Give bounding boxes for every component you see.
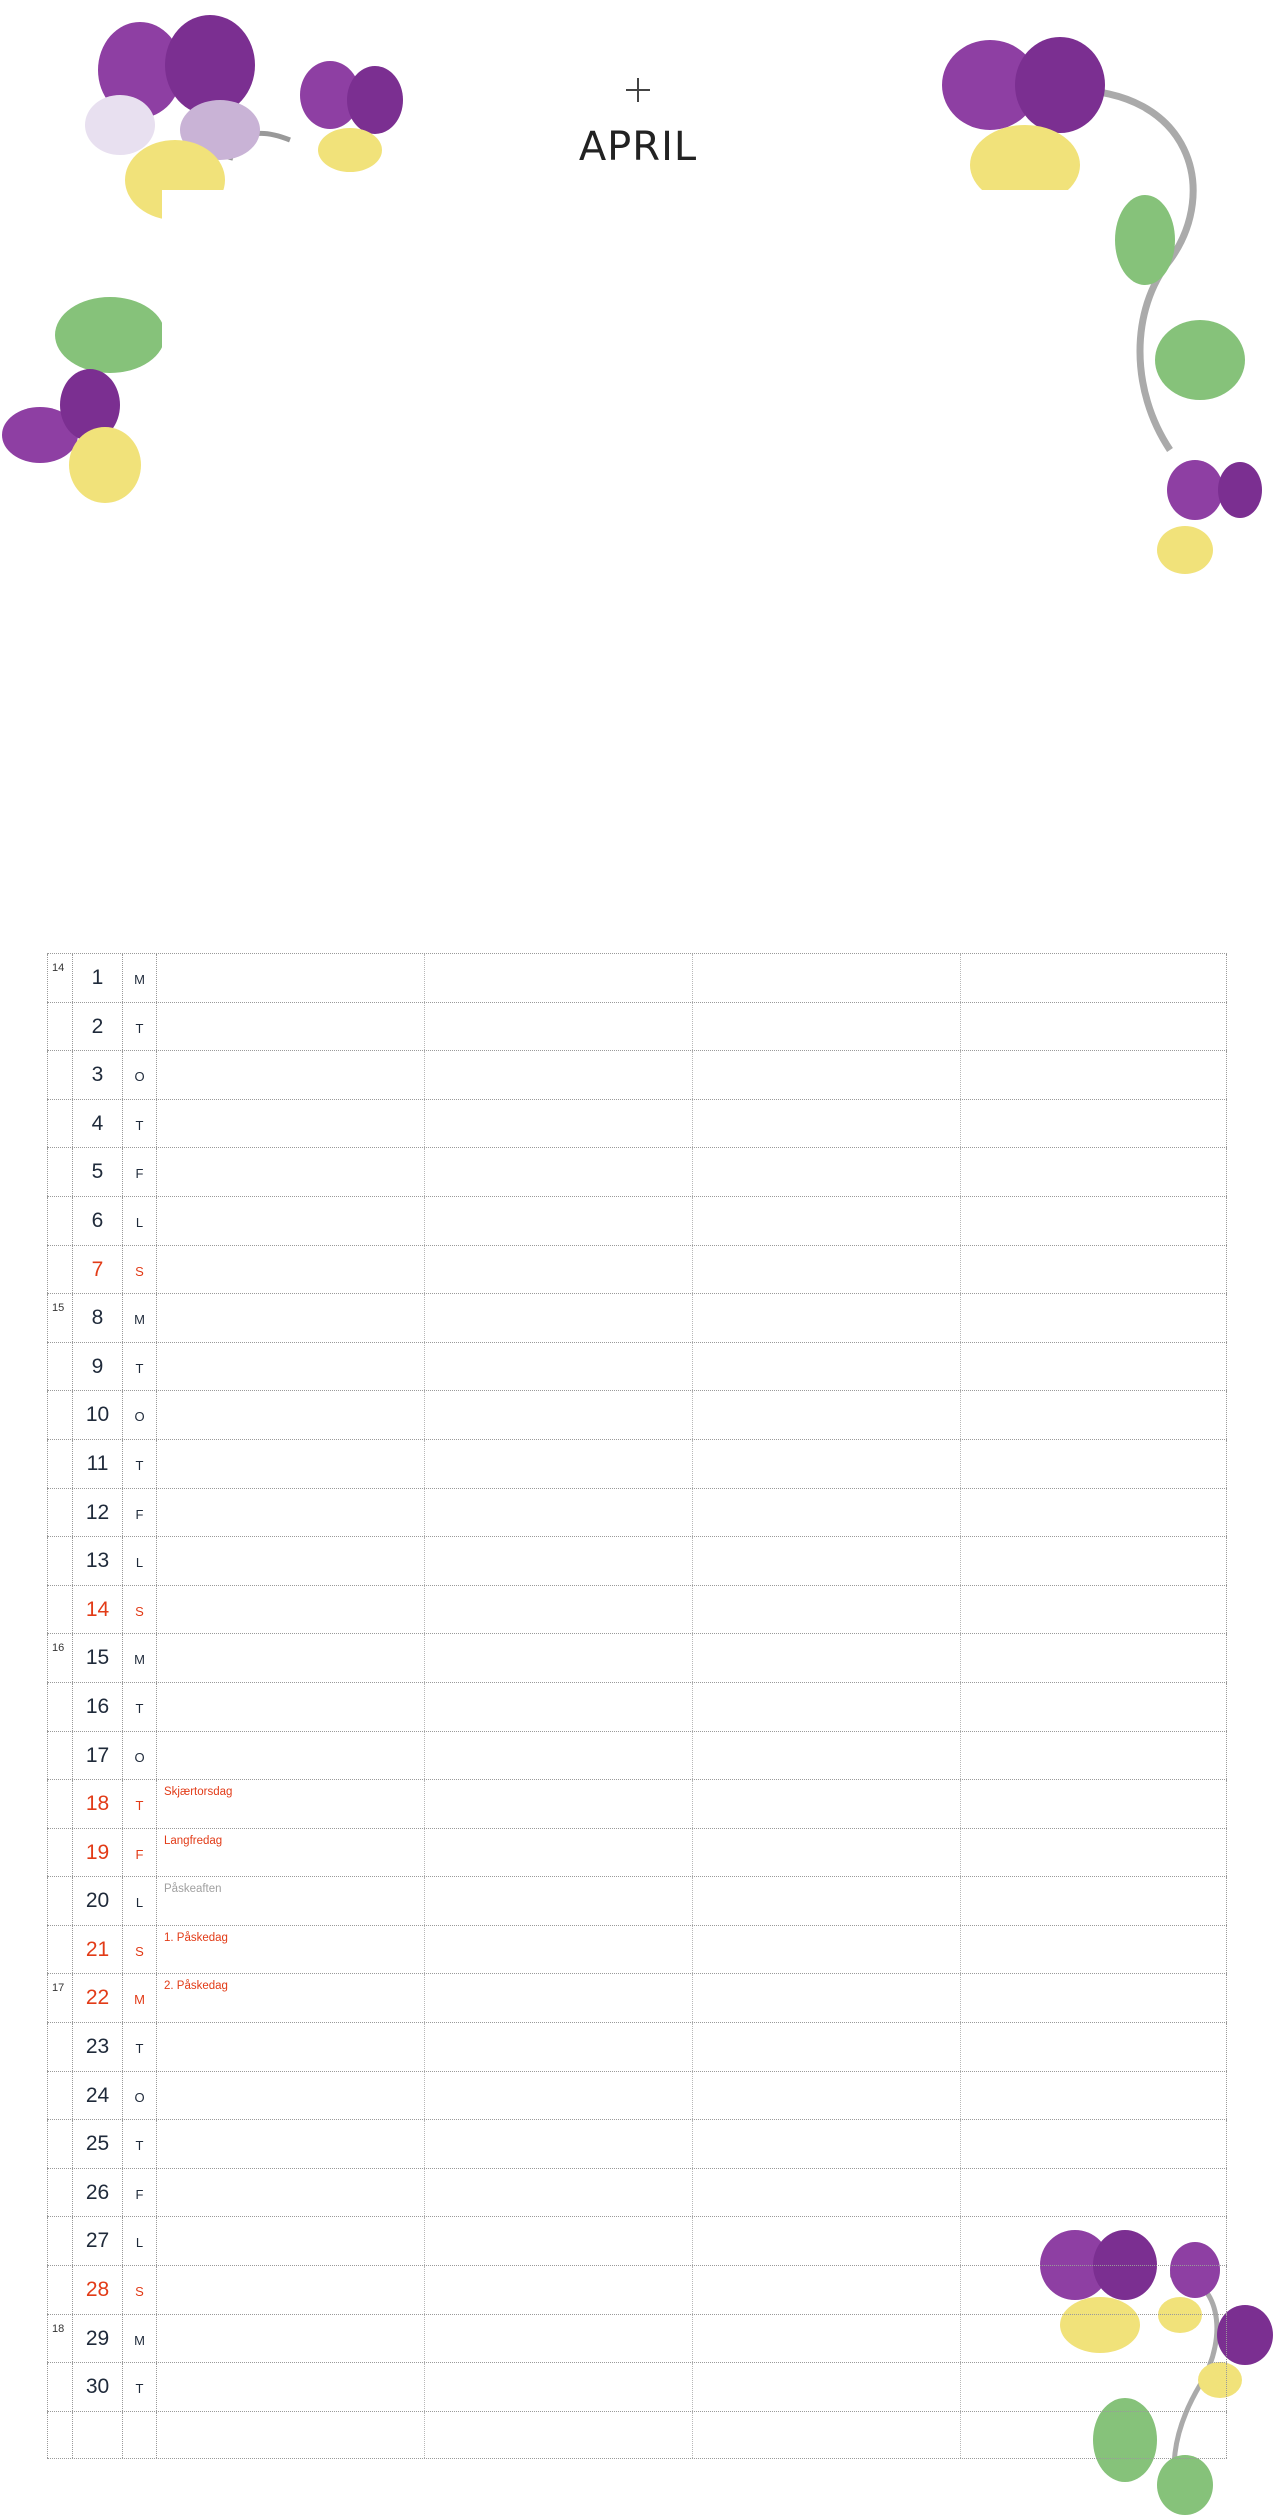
entry-cell-1 <box>157 1391 425 1439</box>
entry-cell-3 <box>693 1926 961 1974</box>
entry-cell-4 <box>961 1974 1227 2022</box>
weekday-letter: S <box>123 1246 157 1294</box>
entry-cell-1 <box>157 2120 425 2168</box>
week-number: 18 <box>52 2322 65 2335</box>
entry-cell-4 <box>961 1051 1227 1099</box>
entry-cell-3 <box>693 1051 961 1099</box>
weekday-letter: O <box>123 1391 157 1439</box>
week-number-cell <box>47 2315 73 2363</box>
entry-cell-1 <box>157 1537 425 1585</box>
entry-cell-1 <box>157 1926 425 1974</box>
entry-cell-2 <box>425 1732 693 1780</box>
weekday-letter: F <box>123 1489 157 1537</box>
entry-cell-4 <box>961 2412 1227 2459</box>
entry-cell-4 <box>961 2023 1227 2071</box>
entry-cell-1 <box>157 2169 425 2217</box>
entry-cell-2 <box>425 2315 693 2363</box>
week-number-cell <box>47 1586 73 1634</box>
plus-icon <box>626 78 650 102</box>
entry-cell-4 <box>961 2217 1227 2265</box>
weekday-letter: S <box>123 1926 157 1974</box>
day-row <box>47 1488 1227 1537</box>
entry-cell-3 <box>693 1148 961 1196</box>
day-number: 16 <box>73 1683 123 1731</box>
entry-cell-4 <box>961 1683 1227 1731</box>
entry-cell-4 <box>961 1780 1227 1828</box>
entry-cell-2 <box>425 1683 693 1731</box>
entry-cell-1 <box>157 2072 425 2120</box>
entry-cell-2 <box>425 1489 693 1537</box>
weekday-letter: T <box>123 1683 157 1731</box>
entry-cell-1 <box>157 1974 425 2022</box>
entry-cell-2 <box>425 2072 693 2120</box>
day-row <box>47 2216 1227 2265</box>
day-row <box>47 1682 1227 1731</box>
weekday-letter: T <box>123 1343 157 1391</box>
entry-cell-3 <box>693 2266 961 2314</box>
week-number-cell <box>47 2023 73 2071</box>
entry-cell-2 <box>425 1294 693 1342</box>
week-number-cell <box>47 1829 73 1877</box>
entry-cell-2 <box>425 1634 693 1682</box>
weekday-letter: O <box>123 2072 157 2120</box>
entry-cell-4 <box>961 1100 1227 1148</box>
weekday-letter: T <box>123 1440 157 1488</box>
entry-cell-2 <box>425 1974 693 2022</box>
entry-cell-3 <box>693 1780 961 1828</box>
entry-cell-3 <box>693 1343 961 1391</box>
week-number-cell <box>47 1489 73 1537</box>
week-number-cell <box>47 954 73 1002</box>
entry-cell-1 <box>157 2363 425 2411</box>
day-number: 3 <box>73 1051 123 1099</box>
weekday-letter: F <box>123 2169 157 2217</box>
day-number: 11 <box>73 1440 123 1488</box>
entry-cell-3 <box>693 1391 961 1439</box>
weekday-letter: O <box>123 1051 157 1099</box>
entry-cell-3 <box>693 1197 961 1245</box>
week-number-cell <box>47 1780 73 1828</box>
entry-cell-3 <box>693 1634 961 1682</box>
weekday-letter: M <box>123 954 157 1002</box>
day-number: 19 <box>73 1829 123 1877</box>
weekday-letter: S <box>123 2266 157 2314</box>
entry-cell-4 <box>961 1148 1227 1196</box>
weekday-letter <box>123 2412 157 2459</box>
entry-cell-4 <box>961 1294 1227 1342</box>
day-number: 24 <box>73 2072 123 2120</box>
entry-cell-4 <box>961 1537 1227 1585</box>
day-row <box>47 953 1227 1002</box>
week-number-cell <box>47 2120 73 2168</box>
entry-cell-4 <box>961 954 1227 1002</box>
entry-cell-4 <box>961 1197 1227 1245</box>
day-row <box>47 2119 1227 2168</box>
entry-cell-2 <box>425 1440 693 1488</box>
entry-cell-4 <box>961 2363 1227 2411</box>
weekday-letter: L <box>123 1877 157 1925</box>
day-row <box>47 1293 1227 1342</box>
weekday-letter: T <box>123 2363 157 2411</box>
entry-cell-4 <box>961 2266 1227 2314</box>
entry-cell-3 <box>693 2363 961 2411</box>
entry-cell-3 <box>693 1294 961 1342</box>
entry-cell-1 <box>157 2217 425 2265</box>
entry-cell-3 <box>693 954 961 1002</box>
week-number: 17 <box>52 1982 65 1995</box>
day-row <box>47 2362 1227 2411</box>
entry-cell-1 <box>157 1051 425 1099</box>
entry-cell-1 <box>157 1780 425 1828</box>
entry-cell-1 <box>157 1197 425 1245</box>
entry-cell-3 <box>693 1246 961 1294</box>
entry-cell-4 <box>961 2315 1227 2363</box>
entry-cell-1 <box>157 954 425 1002</box>
day-number <box>73 2412 123 2459</box>
day-number: 12 <box>73 1489 123 1537</box>
day-number: 28 <box>73 2266 123 2314</box>
day-row <box>47 1196 1227 1245</box>
week-number-cell <box>47 1246 73 1294</box>
day-row <box>47 1147 1227 1196</box>
entry-cell-1 <box>157 1489 425 1537</box>
day-number: 4 <box>73 1100 123 1148</box>
entry-cell-3 <box>693 2315 961 2363</box>
day-row <box>47 2168 1227 2217</box>
entry-cell-3 <box>693 1100 961 1148</box>
entry-cell-1 <box>157 1732 425 1780</box>
day-number: 26 <box>73 2169 123 2217</box>
entry-cell-3 <box>693 1683 961 1731</box>
entry-cell-2 <box>425 1926 693 1974</box>
week-number-cell <box>47 2412 73 2459</box>
week-number-cell <box>47 1877 73 1925</box>
day-number: 18 <box>73 1780 123 1828</box>
entry-cell-4 <box>961 1003 1227 1051</box>
day-number: 7 <box>73 1246 123 1294</box>
entry-cell-2 <box>425 1003 693 1051</box>
week-number-cell <box>47 1732 73 1780</box>
day-number: 2 <box>73 1003 123 1051</box>
day-row <box>47 2071 1227 2120</box>
entry-cell-3 <box>693 1829 961 1877</box>
week-number-cell <box>47 1148 73 1196</box>
holiday-note: 1. Påskedag <box>164 1931 228 1944</box>
day-number: 6 <box>73 1197 123 1245</box>
week-number-cell <box>47 1100 73 1148</box>
weekday-letter: L <box>123 2217 157 2265</box>
entry-cell-2 <box>425 1829 693 1877</box>
weekday-letter: T <box>123 1780 157 1828</box>
day-number: 29 <box>73 2315 123 2363</box>
entry-cell-3 <box>693 1440 961 1488</box>
day-row <box>47 1050 1227 1099</box>
entry-cell-4 <box>961 2072 1227 2120</box>
entry-cell-3 <box>693 2120 961 2168</box>
entry-cell-3 <box>693 1877 961 1925</box>
entry-cell-1 <box>157 1343 425 1391</box>
entry-cell-4 <box>961 1634 1227 1682</box>
weekday-letter: T <box>123 1003 157 1051</box>
entry-cell-2 <box>425 2266 693 2314</box>
week-number-cell <box>47 2217 73 2265</box>
weekday-letter: S <box>123 1586 157 1634</box>
entry-cell-3 <box>693 2072 961 2120</box>
day-row <box>47 1342 1227 1391</box>
entry-cell-4 <box>961 2120 1227 2168</box>
day-number: 21 <box>73 1926 123 1974</box>
day-row <box>47 2411 1227 2460</box>
day-row <box>47 1633 1227 1682</box>
entry-cell-2 <box>425 1197 693 1245</box>
week-number-cell <box>47 2169 73 2217</box>
day-row <box>47 1439 1227 1488</box>
weekday-letter: O <box>123 1732 157 1780</box>
entry-cell-1 <box>157 2023 425 2071</box>
week-number-cell <box>47 1974 73 2022</box>
entry-cell-1 <box>157 1586 425 1634</box>
day-row <box>47 2022 1227 2071</box>
week-number: 16 <box>52 1642 65 1655</box>
week-number-cell <box>47 1926 73 1974</box>
entry-cell-1 <box>157 2266 425 2314</box>
entry-cell-4 <box>961 1829 1227 1877</box>
day-row <box>47 1002 1227 1051</box>
entry-cell-3 <box>693 1003 961 1051</box>
entry-cell-2 <box>425 1100 693 1148</box>
day-row <box>47 2265 1227 2314</box>
week-number-cell <box>47 1051 73 1099</box>
entry-cell-2 <box>425 2120 693 2168</box>
entry-cell-2 <box>425 1780 693 1828</box>
entry-cell-3 <box>693 2217 961 2265</box>
day-row <box>47 1245 1227 1294</box>
entry-cell-3 <box>693 2023 961 2071</box>
entry-cell-2 <box>425 1586 693 1634</box>
week-number-cell <box>47 1537 73 1585</box>
calendar-grid <box>47 953 1227 2459</box>
entry-cell-1 <box>157 1148 425 1196</box>
day-row <box>47 1390 1227 1439</box>
weekday-letter: F <box>123 1148 157 1196</box>
day-number: 13 <box>73 1537 123 1585</box>
day-row <box>47 1099 1227 1148</box>
day-row <box>47 1973 1227 2022</box>
weekday-letter: M <box>123 1974 157 2022</box>
day-row <box>47 1828 1227 1877</box>
entry-cell-1 <box>157 1829 425 1877</box>
holiday-note: Påskeaften <box>164 1883 222 1896</box>
entry-cell-2 <box>425 1343 693 1391</box>
entry-cell-1 <box>157 1440 425 1488</box>
entry-cell-3 <box>693 1586 961 1634</box>
week-number-cell <box>47 1634 73 1682</box>
entry-cell-2 <box>425 1246 693 1294</box>
holiday-note: Skjærtorsdag <box>164 1786 233 1799</box>
week-number: 15 <box>52 1302 65 1315</box>
entry-cell-2 <box>425 2363 693 2411</box>
entry-cell-2 <box>425 2023 693 2071</box>
entry-cell-2 <box>425 2217 693 2265</box>
entry-cell-4 <box>961 1489 1227 1537</box>
entry-cell-2 <box>425 1148 693 1196</box>
entry-cell-4 <box>961 1440 1227 1488</box>
entry-cell-1 <box>157 2412 425 2459</box>
day-number: 15 <box>73 1634 123 1682</box>
entry-cell-3 <box>693 1732 961 1780</box>
day-number: 5 <box>73 1148 123 1196</box>
week-number-cell <box>47 1197 73 1245</box>
weekday-letter: M <box>123 2315 157 2363</box>
entry-cell-4 <box>961 1586 1227 1634</box>
day-row <box>47 1779 1227 1828</box>
entry-cell-4 <box>961 2169 1227 2217</box>
weekday-letter: F <box>123 1829 157 1877</box>
day-number: 9 <box>73 1343 123 1391</box>
entry-cell-2 <box>425 1051 693 1099</box>
week-number-cell <box>47 2072 73 2120</box>
week-number-cell <box>47 1683 73 1731</box>
week-number-cell <box>47 1294 73 1342</box>
weekday-letter: M <box>123 1294 157 1342</box>
entry-cell-4 <box>961 1391 1227 1439</box>
day-row <box>47 2314 1227 2363</box>
week-number-cell <box>47 1391 73 1439</box>
entry-cell-4 <box>961 1877 1227 1925</box>
entry-cell-4 <box>961 1343 1227 1391</box>
week-number-cell <box>47 1440 73 1488</box>
week-number: 14 <box>52 962 65 974</box>
entry-cell-1 <box>157 1246 425 1294</box>
day-number: 8 <box>73 1294 123 1342</box>
week-number-cell <box>47 2363 73 2411</box>
entry-cell-4 <box>961 1246 1227 1294</box>
month-title: APRIL <box>578 124 698 170</box>
weekday-letter: L <box>123 1537 157 1585</box>
day-row <box>47 1925 1227 1974</box>
day-number: 20 <box>73 1877 123 1925</box>
weekday-letter: L <box>123 1197 157 1245</box>
entry-cell-4 <box>961 1732 1227 1780</box>
weekday-letter: M <box>123 1634 157 1682</box>
entry-cell-2 <box>425 954 693 1002</box>
entry-cell-1 <box>157 1877 425 1925</box>
day-number: 14 <box>73 1586 123 1634</box>
day-number: 30 <box>73 2363 123 2411</box>
day-number: 22 <box>73 1974 123 2022</box>
entry-cell-4 <box>961 1926 1227 1974</box>
day-number: 10 <box>73 1391 123 1439</box>
day-row <box>47 1585 1227 1634</box>
weekday-letter: T <box>123 2023 157 2071</box>
day-number: 25 <box>73 2120 123 2168</box>
day-number: 17 <box>73 1732 123 1780</box>
week-number-cell <box>47 2266 73 2314</box>
entry-cell-2 <box>425 1391 693 1439</box>
entry-cell-1 <box>157 1634 425 1682</box>
pansy-flower-left <box>0 290 170 510</box>
entry-cell-3 <box>693 1537 961 1585</box>
entry-cell-1 <box>157 1003 425 1051</box>
entry-cell-1 <box>157 2315 425 2363</box>
entry-cell-1 <box>157 1683 425 1731</box>
day-row <box>47 1536 1227 1585</box>
entry-cell-2 <box>425 2169 693 2217</box>
entry-cell-2 <box>425 2412 693 2459</box>
week-number-cell <box>47 1003 73 1051</box>
entry-cell-3 <box>693 1489 961 1537</box>
entry-cell-2 <box>425 1537 693 1585</box>
entry-cell-3 <box>693 1974 961 2022</box>
week-number-cell <box>47 1343 73 1391</box>
entry-cell-3 <box>693 2169 961 2217</box>
entry-cell-1 <box>157 1294 425 1342</box>
entry-cell-3 <box>693 2412 961 2459</box>
day-number: 23 <box>73 2023 123 2071</box>
day-row <box>47 1876 1227 1925</box>
entry-cell-2 <box>425 1877 693 1925</box>
weekday-letter: T <box>123 1100 157 1148</box>
weekday-letter: T <box>123 2120 157 2168</box>
holiday-note: 2. Påskedag <box>164 1980 228 1993</box>
holiday-note: Langfredag <box>164 1834 223 1847</box>
day-row <box>47 1731 1227 1780</box>
day-number: 27 <box>73 2217 123 2265</box>
day-number: 1 <box>73 954 123 1002</box>
entry-cell-1 <box>157 1100 425 1148</box>
photo-area <box>162 190 1112 920</box>
